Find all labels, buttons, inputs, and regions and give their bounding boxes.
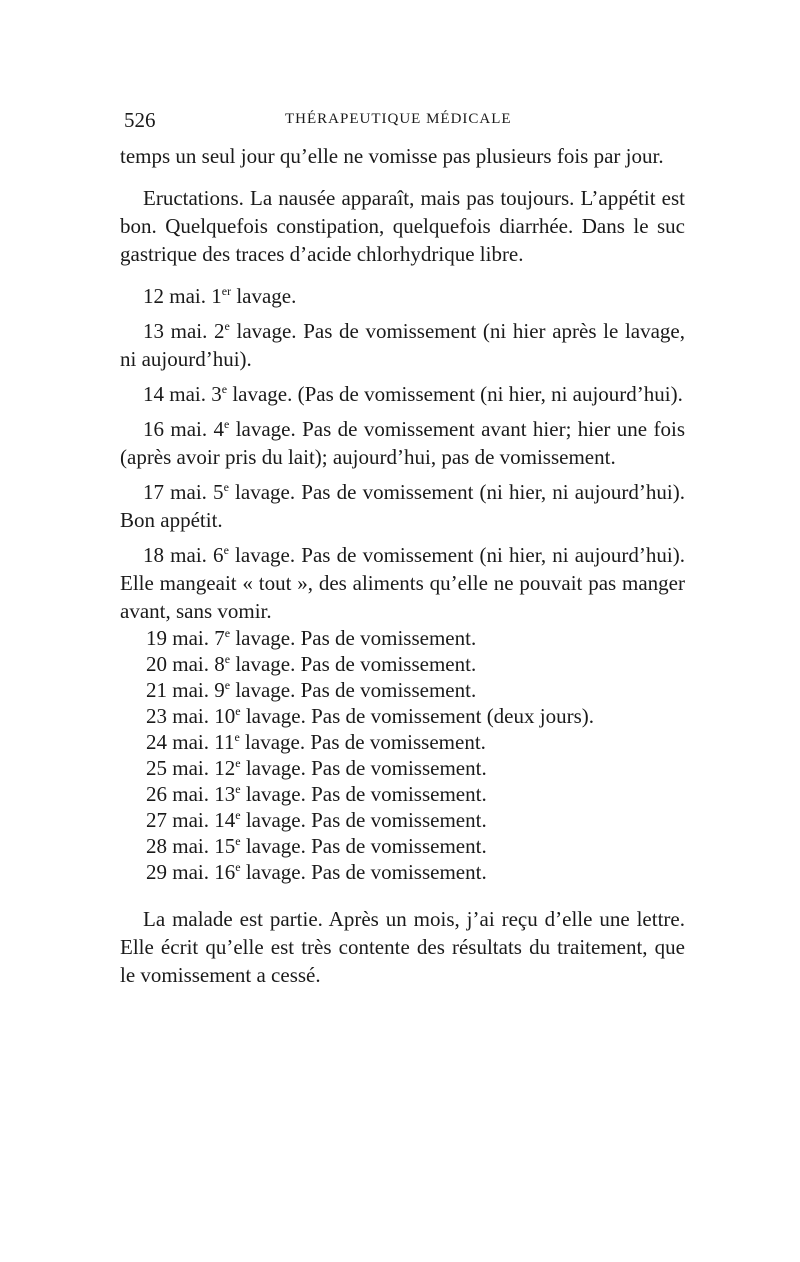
entry-text: lavage. (Pas de vomissement (ni hier, ni aujourd’hui). bbox=[227, 382, 683, 406]
page-header bbox=[120, 108, 685, 142]
log-entry-18-mai bbox=[120, 541, 685, 625]
entry-ordinal: e bbox=[224, 417, 230, 431]
entry-text: lavage. Pas de vomissement avant hier; hier une fois (après avoir pris du lait); aujourd’hui, pas de vomissement. bbox=[120, 417, 685, 469]
book-page bbox=[120, 108, 685, 989]
running-title: THÉRAPEUTIQUE MÉDICALE bbox=[285, 111, 512, 127]
paragraph-closing: La malade est partie. Après un mois, j’ai reçu d’elle une lettre. Elle écrit qu’elle est très contente des résultats du traitement, que le vomissement a cessé. bbox=[120, 907, 685, 987]
list-item: 29 mai. 16e lavage. Pas de vomissement. bbox=[146, 860, 487, 884]
list-item: 20 mai. 8e lavage. Pas de vomissement. bbox=[146, 652, 477, 676]
entry-ordinal: e bbox=[223, 543, 229, 557]
list-item: 25 mai. 12e lavage. Pas de vomissement. bbox=[146, 756, 487, 780]
list-item: 24 mai. 11e lavage. Pas de vomissement. bbox=[146, 730, 486, 754]
log-entry-13-mai bbox=[120, 317, 685, 373]
page-number: 526 bbox=[124, 108, 156, 132]
entry-date: 14 mai. 3 bbox=[143, 382, 222, 406]
log-entry-12-mai bbox=[120, 282, 685, 310]
paragraph-continuation: temps un seul jour qu’elle ne vomisse pas plusieurs fois par jour. bbox=[120, 144, 664, 168]
entry-date: 18 mai. 6 bbox=[143, 543, 224, 567]
entry-date: 17 mai. 5 bbox=[143, 480, 224, 504]
list-item: 19 mai. 7e lavage. Pas de vomissement. bbox=[146, 626, 477, 650]
paragraph-symptoms: Eructations. La nausée apparaît, mais pas toujours. L’appétit est bon. Quelquefois constipation, quelquefois diarrhée. Dans le suc gastrique des traces d’acide chlorhydrique libre. bbox=[120, 186, 685, 266]
entry-ordinal: e bbox=[223, 480, 229, 494]
entry-date: 12 mai. 1 bbox=[143, 284, 222, 308]
log-entry-14-mai bbox=[120, 380, 685, 408]
list-item: 28 mai. 15e lavage. Pas de vomissement. bbox=[146, 834, 487, 858]
entry-ordinal: er bbox=[221, 284, 232, 298]
entry-ordinal: e bbox=[221, 382, 228, 396]
entry-text: lavage. bbox=[231, 284, 297, 308]
list-item: 21 mai. 9e lavage. Pas de vomissement. bbox=[146, 678, 477, 702]
short-log-list bbox=[120, 625, 685, 885]
entry-text: lavage. Pas de vomissement (ni hier après le lavage, ni aujourd’hui). bbox=[120, 319, 685, 371]
entry-date: 13 mai. 2 bbox=[143, 319, 225, 343]
log-entry-16-mai bbox=[120, 415, 685, 471]
entry-ordinal: e bbox=[224, 319, 230, 333]
list-item: 23 mai. 10e lavage. Pas de vomissement (deux jours). bbox=[146, 704, 594, 728]
log-entry-17-mai bbox=[120, 478, 685, 534]
list-item: 27 mai. 14e lavage. Pas de vomissement. bbox=[146, 808, 487, 832]
entry-text: lavage. Pas de vomissement (ni hier, ni aujourd’hui). Bon appétit. bbox=[120, 480, 685, 532]
list-item: 26 mai. 13e lavage. Pas de vomissement. bbox=[146, 782, 487, 806]
entry-text: lavage. Pas de vomissement (ni hier, ni aujourd’hui). Elle mangeait « tout », des aliments qu’elle ne pouvait pas manger avant, sans vomir. bbox=[120, 543, 685, 623]
entry-date: 16 mai. 4 bbox=[143, 417, 224, 441]
